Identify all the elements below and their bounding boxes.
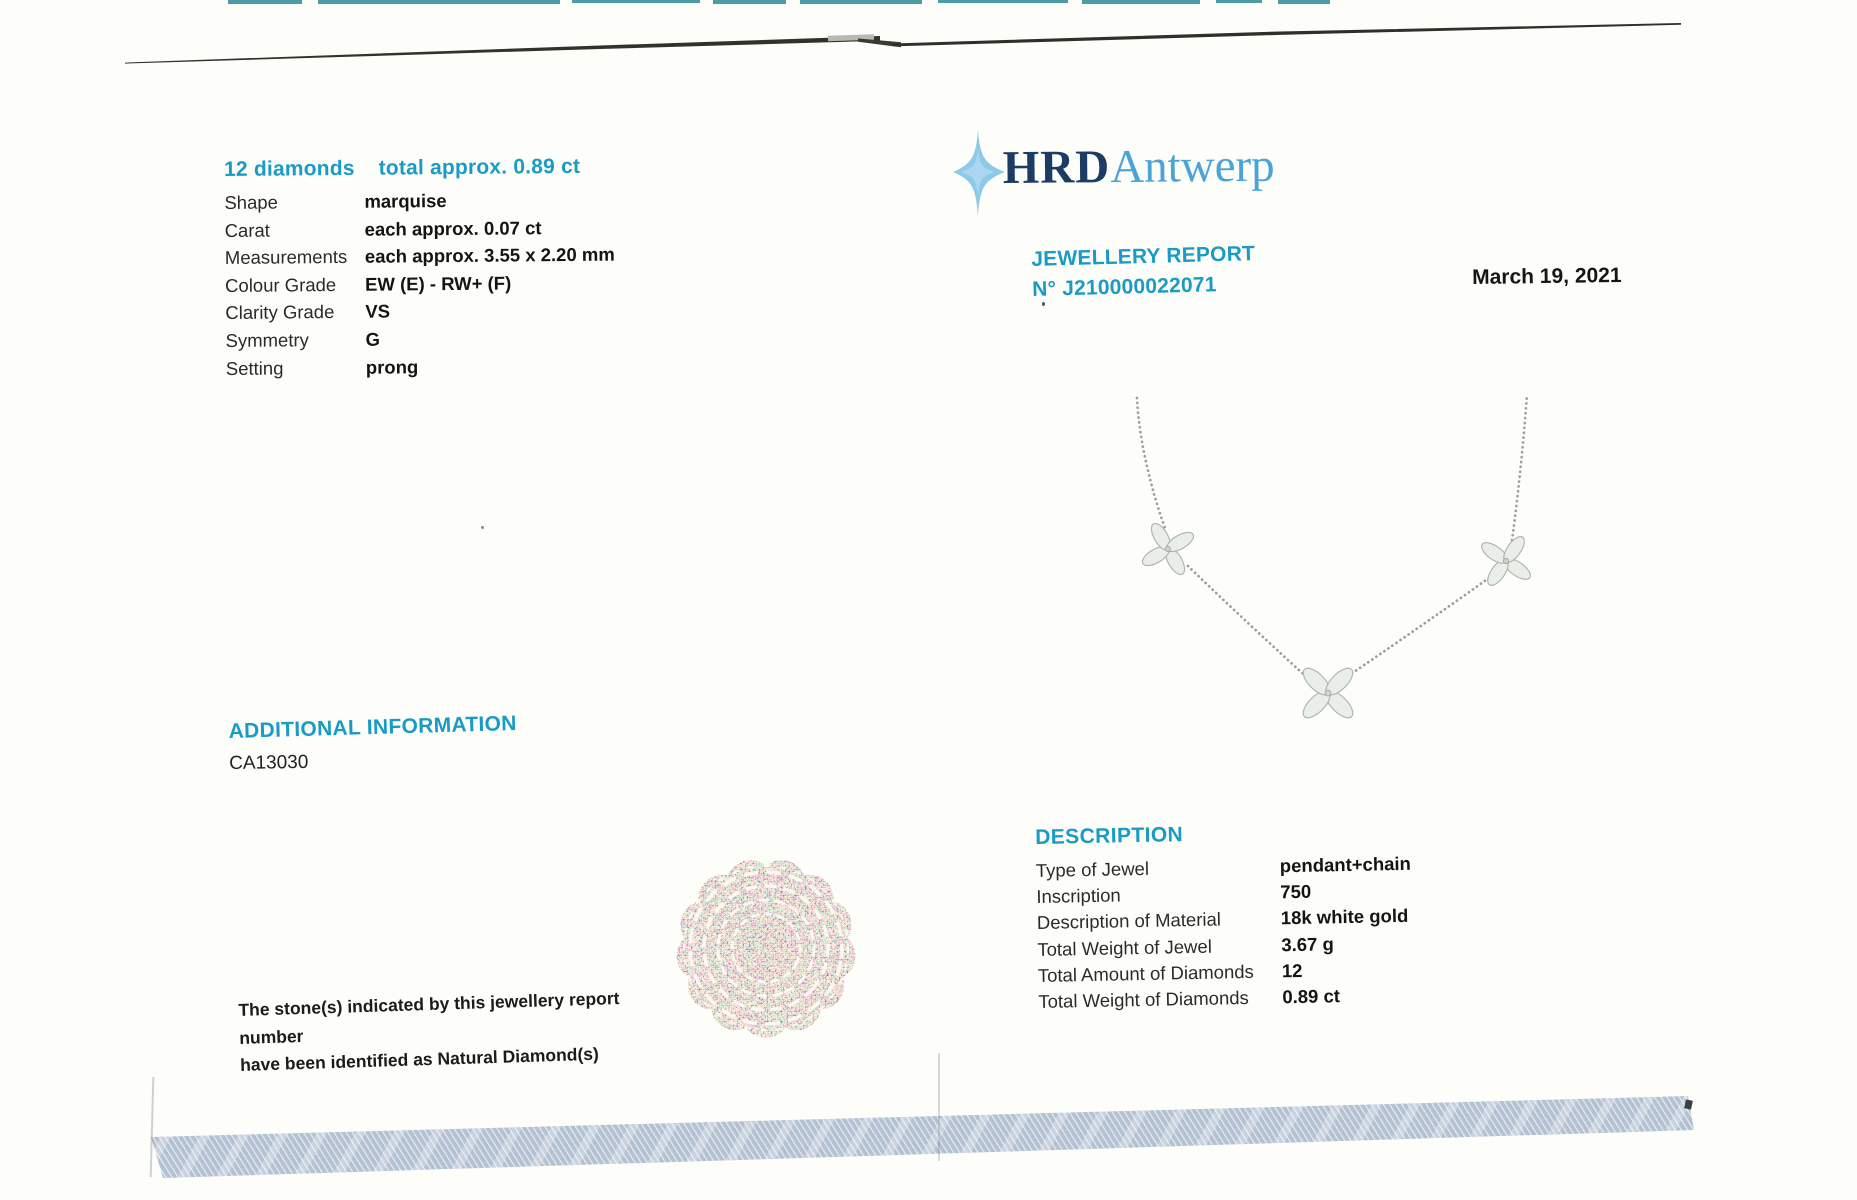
additional-information-heading: ADDITIONAL INFORMATION bbox=[228, 711, 518, 744]
row-label: Total Weight of Jewel bbox=[1037, 935, 1213, 960]
row-label: Colour Grade bbox=[225, 273, 337, 296]
diamonds-summary-section bbox=[224, 154, 706, 382]
table-row bbox=[225, 268, 705, 300]
scan-speck bbox=[1042, 302, 1045, 306]
sparkle-star-icon bbox=[951, 128, 1009, 218]
page-edge-line bbox=[150, 1077, 155, 1177]
scan-speck bbox=[481, 526, 484, 529]
table-row bbox=[225, 295, 705, 327]
row-value: 18k white gold bbox=[1280, 905, 1409, 929]
row-value: EW (E) - RW+ (F) bbox=[365, 272, 512, 295]
report-date: March 19, 2021 bbox=[1472, 263, 1622, 289]
brand-name-primary: HRD bbox=[1002, 141, 1111, 195]
table-row bbox=[225, 212, 705, 244]
row-value: each approx. 0.07 ct bbox=[364, 216, 542, 240]
row-value: 3.67 g bbox=[1281, 932, 1334, 955]
row-label: Carat bbox=[224, 219, 270, 241]
diamonds-attribute-table bbox=[224, 185, 706, 382]
row-label: Symmetry bbox=[225, 329, 309, 351]
row-label: Type of Jewel bbox=[1035, 857, 1150, 881]
report-title: JEWELLERY REPORT bbox=[1031, 242, 1256, 271]
row-label: Shape bbox=[224, 191, 278, 213]
table-row bbox=[224, 185, 704, 217]
row-value: G bbox=[365, 328, 381, 350]
report-number: N° J210000022071 bbox=[1031, 273, 1217, 301]
table-row bbox=[226, 350, 706, 382]
row-label: Description of Material bbox=[1036, 908, 1222, 934]
statement-line: have been identified as Natural Diamond(s) bbox=[239, 1043, 600, 1075]
scan-fold-lines bbox=[0, 0, 1857, 90]
brand-logo bbox=[1002, 136, 1274, 198]
scan-speck bbox=[1684, 1099, 1693, 1109]
statement-line: The stone(s) indicated by this jewellery report number bbox=[238, 988, 620, 1048]
hologram-seal-icon bbox=[671, 853, 861, 1043]
row-label: Total Weight of Diamonds bbox=[1038, 986, 1250, 1012]
row-label: Inscription bbox=[1036, 884, 1121, 908]
description-table bbox=[1036, 848, 1539, 1015]
table-row bbox=[225, 323, 705, 355]
row-label: Measurements bbox=[224, 246, 348, 269]
row-label: Total Amount of Diamonds bbox=[1037, 960, 1254, 986]
row-label: Setting bbox=[225, 357, 284, 379]
report-header bbox=[1031, 239, 1256, 305]
description-section bbox=[1035, 816, 1539, 1015]
guilloche-band bbox=[148, 1088, 1700, 1184]
description-heading: DESCRIPTION bbox=[1035, 823, 1184, 849]
row-value: pendant+chain bbox=[1279, 852, 1412, 877]
row-value: 750 bbox=[1280, 880, 1312, 903]
necklace-photo bbox=[1075, 365, 1605, 765]
diamonds-count: 12 diamonds bbox=[224, 156, 355, 181]
diamonds-summary-heading bbox=[224, 154, 704, 182]
diamonds-total-weight: total approx. 0.89 ct bbox=[378, 154, 581, 180]
additional-information-section bbox=[228, 711, 689, 775]
row-value: 0.89 ct bbox=[1282, 985, 1341, 1008]
natural-diamond-statement bbox=[238, 983, 690, 1080]
brand-name-secondary: Antwerp bbox=[1109, 139, 1275, 194]
row-value: marquise bbox=[364, 190, 447, 212]
page-fold-line bbox=[938, 1053, 940, 1161]
additional-information-value: CA13030 bbox=[229, 751, 309, 774]
row-label: Clarity Grade bbox=[225, 301, 335, 324]
table-row bbox=[225, 240, 705, 272]
row-value: 12 bbox=[1281, 959, 1303, 982]
row-value: prong bbox=[365, 355, 419, 378]
row-value: VS bbox=[365, 300, 391, 323]
row-value: each approx. 3.55 x 2.20 mm bbox=[364, 243, 615, 267]
